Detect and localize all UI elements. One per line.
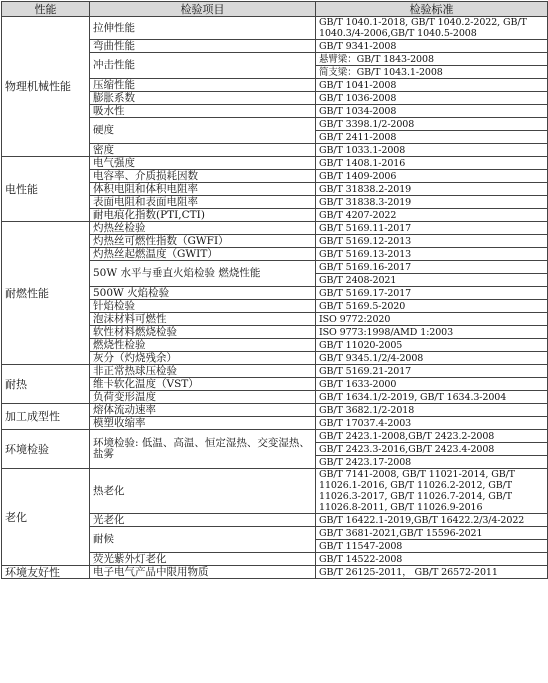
test-item-cell: 电气强度 <box>90 157 316 170</box>
test-item-cell: 环境检验: 低温、高温、恒定湿热、交变湿热、盐雾 <box>90 430 316 469</box>
test-item-cell: 膨胀系数 <box>90 92 316 105</box>
test-item-cell: 50W 水平与垂直火焰检验 燃烧性能 <box>90 261 316 287</box>
header-row <box>2 2 548 17</box>
test-item-cell: 吸水性 <box>90 105 316 118</box>
standard-cell: GB/T 9341-2008 <box>316 40 548 53</box>
test-item-cell: 针焰检验 <box>90 300 316 313</box>
standard-cell: GB/T 1634.1/2-2019, GB/T 1634.3-2004 <box>316 391 548 404</box>
standard-cell: GB/T 3398.1/2-2008 <box>316 118 548 131</box>
test-item-cell: 压缩性能 <box>90 79 316 92</box>
standard-cell: GB/T 2423.17-2008 <box>316 456 548 469</box>
table-row <box>2 222 548 235</box>
standard-cell: GB/T 11020-2005 <box>316 339 548 352</box>
test-item-cell: 热老化 <box>90 469 316 514</box>
standard-cell: GB/T 5169.5-2020 <box>316 300 548 313</box>
test-item-cell: 500W 火焰检验 <box>90 287 316 300</box>
standard-cell: GB/T 31838.3-2019 <box>316 196 548 209</box>
standards-table <box>1 1 548 579</box>
table-row <box>2 17 548 40</box>
standard-cell: ISO 9772:2020 <box>316 313 548 326</box>
standard-cell: GB/T 11547-2008 <box>316 540 548 553</box>
standard-cell: GB/T 7141-2008, GB/T 11021-2014, GB/T 11026.1-2016, GB/T 11026.2-2012, GB/T 11026.3-2017, GB/T 11026.7-2014, GB/T 11026.8-2011, GB/T 11026.9-2016 <box>316 469 548 514</box>
standard-cell: GB/T 2411-2008 <box>316 131 548 144</box>
header-property: 性能 <box>2 2 90 17</box>
table-row <box>2 566 548 579</box>
category-cell: 耐热 <box>2 365 90 404</box>
standard-cell: 简支梁：GB/T 1043.1-2008 <box>316 66 548 79</box>
test-item-cell: 表面电阻和表面电阻率 <box>90 196 316 209</box>
test-item-cell: 耐电痕化指数(PTI,CTI) <box>90 209 316 222</box>
standard-cell: GB/T 5169.16-2017 <box>316 261 548 274</box>
standard-cell: 悬臂梁：GB/T 1843-2008 <box>316 53 548 66</box>
table-row <box>2 469 548 514</box>
table-header <box>2 2 548 17</box>
test-item-cell: 燃烧性检验 <box>90 339 316 352</box>
standard-cell: GB/T 1034-2008 <box>316 105 548 118</box>
category-cell: 环境检验 <box>2 430 90 469</box>
test-item-cell: 冲击性能 <box>90 53 316 79</box>
test-item-cell: 电容率、介质损耗因数 <box>90 170 316 183</box>
header-test-item: 检验项目 <box>90 2 316 17</box>
test-item-cell: 模塑收缩率 <box>90 417 316 430</box>
standard-cell: GB/T 17037.4-2003 <box>316 417 548 430</box>
header-standard: 检验标准 <box>316 2 548 17</box>
test-item-cell: 电子电气产品中限用物质 <box>90 566 316 579</box>
standard-cell: GB/T 4207-2022 <box>316 209 548 222</box>
standard-cell: GB/T 5169.17-2017 <box>316 287 548 300</box>
test-item-cell: 软性材料燃烧检验 <box>90 326 316 339</box>
test-item-cell: 泡沫材料可燃性 <box>90 313 316 326</box>
standard-cell: GB/T 1409-2006 <box>316 170 548 183</box>
test-item-cell: 硬度 <box>90 118 316 144</box>
category-cell: 电性能 <box>2 157 90 222</box>
standard-cell: GB/T 1408.1-2016 <box>316 157 548 170</box>
category-cell: 耐燃性能 <box>2 222 90 365</box>
table-row <box>2 157 548 170</box>
test-item-cell: 光老化 <box>90 514 316 527</box>
category-cell: 物理机械性能 <box>2 17 90 157</box>
test-item-cell: 负荷变形温度 <box>90 391 316 404</box>
standard-cell: GB/T 2423.1-2008,GB/T 2423.2-2008 <box>316 430 548 443</box>
standard-cell: GB/T 5169.11-2017 <box>316 222 548 235</box>
test-item-cell: 密度 <box>90 144 316 157</box>
standard-cell: GB/T 1033.1-2008 <box>316 144 548 157</box>
standard-cell: GB/T 31838.2-2019 <box>316 183 548 196</box>
standard-cell: GB/T 3682.1/2-2018 <box>316 404 548 417</box>
standard-cell: GB/T 9345.1/2/4-2008 <box>316 352 548 365</box>
standard-cell: GB/T 1036-2008 <box>316 92 548 105</box>
standard-cell: GB/T 1041-2008 <box>316 79 548 92</box>
standard-cell: GB/T 26125-2011， GB/T 26572-2011 <box>316 566 548 579</box>
category-cell: 加工成型性 <box>2 404 90 430</box>
table-row <box>2 430 548 443</box>
test-item-cell: 灰分（灼烧残余） <box>90 352 316 365</box>
test-item-cell: 体积电阻和体积电阻率 <box>90 183 316 196</box>
standard-cell: GB/T 5169.21-2017 <box>316 365 548 378</box>
test-item-cell: 荧光紫外灯老化 <box>90 553 316 566</box>
category-cell: 环境友好性 <box>2 566 90 579</box>
category-cell: 老化 <box>2 469 90 566</box>
table-row <box>2 404 548 417</box>
table-row <box>2 365 548 378</box>
table-body <box>2 17 548 579</box>
test-item-cell: 弯曲性能 <box>90 40 316 53</box>
test-item-cell: 灼热丝检验 <box>90 222 316 235</box>
standard-cell: GB/T 14522-2008 <box>316 553 548 566</box>
standard-cell: GB/T 1633-2000 <box>316 378 548 391</box>
standard-cell: GB/T 2423.3-2016,GB/T 2423.4-2008 <box>316 443 548 456</box>
standard-cell: GB/T 5169.12-2013 <box>316 235 548 248</box>
standard-cell: GB/T 1040.1-2018, GB/T 1040.2-2022, GB/T 1040.3/4-2006,GB/T 1040.5-2008 <box>316 17 548 40</box>
test-item-cell: 维卡软化温度（VST） <box>90 378 316 391</box>
test-item-cell: 非正常热球压检验 <box>90 365 316 378</box>
test-item-cell: 耐候 <box>90 527 316 553</box>
standard-cell: ISO 9773:1998/AMD 1:2003 <box>316 326 548 339</box>
standard-cell: GB/T 3681-2021,GB/T 15596-2021 <box>316 527 548 540</box>
standard-cell: GB/T 16422.1-2019,GB/T 16422.2/3/4-2022 <box>316 514 548 527</box>
test-item-cell: 熔体流动速率 <box>90 404 316 417</box>
standard-cell: GB/T 5169.13-2013 <box>316 248 548 261</box>
test-item-cell: 灼热丝起燃温度（GWIT） <box>90 248 316 261</box>
test-item-cell: 灼热丝可燃性指数（GWFI） <box>90 235 316 248</box>
standard-cell: GB/T 2408-2021 <box>316 274 548 287</box>
test-item-cell: 拉伸性能 <box>90 17 316 40</box>
